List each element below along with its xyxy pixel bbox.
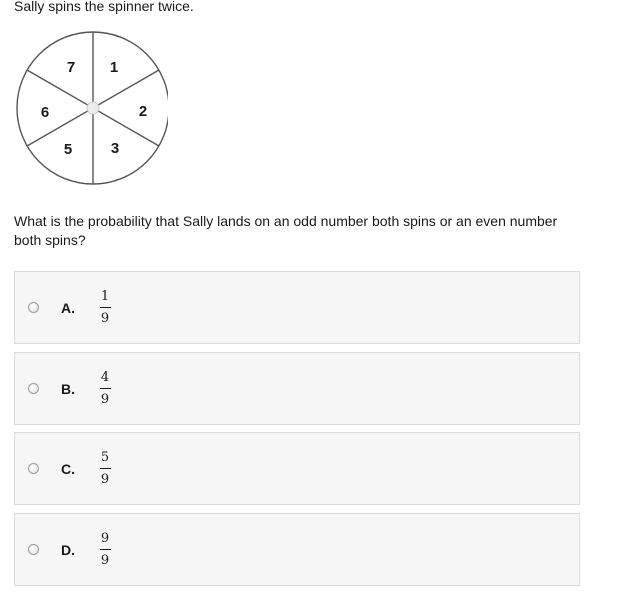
fraction — [99, 531, 111, 569]
fraction-denominator: 9 — [100, 391, 110, 407]
fraction-bar — [100, 388, 111, 389]
fraction-numerator: 1 — [100, 288, 110, 304]
spinner-section-1: 1 — [109, 59, 119, 76]
spinner-section-7: 7 — [66, 59, 76, 76]
spinner-section-3: 3 — [110, 140, 120, 157]
spinner-hub — [87, 102, 99, 114]
choice-letter: D. — [61, 541, 75, 558]
fraction-denominator: 9 — [100, 310, 110, 326]
choice-letter: C. — [61, 460, 75, 477]
fraction-numerator: 4 — [100, 369, 110, 385]
radio-button[interactable] — [28, 383, 39, 394]
choice-d[interactable] — [14, 513, 580, 586]
problem-intro: Sally spins the spinner twice. — [14, 0, 194, 14]
fraction — [99, 289, 111, 327]
radio-button[interactable] — [28, 544, 39, 555]
fraction — [99, 370, 111, 408]
fraction-numerator: 9 — [100, 530, 110, 546]
fraction-denominator: 9 — [100, 471, 110, 487]
spinner-diagram — [14, 30, 168, 188]
spinner-section-2: 2 — [138, 103, 148, 120]
spinner-section-5: 5 — [63, 141, 73, 158]
fraction-numerator: 5 — [100, 449, 110, 465]
fraction — [99, 450, 111, 488]
radio-button[interactable] — [28, 302, 39, 313]
choice-b[interactable] — [14, 352, 580, 425]
choice-a[interactable] — [14, 271, 580, 344]
fraction-bar — [100, 468, 111, 469]
spinner-section-6: 6 — [40, 104, 50, 121]
radio-button[interactable] — [28, 463, 39, 474]
choice-c[interactable] — [14, 432, 580, 505]
fraction-bar — [100, 549, 111, 550]
question-text: What is the probability that Sally lands on an odd number both spins or an even number both spins? — [14, 213, 558, 248]
fraction-bar — [100, 307, 111, 308]
fraction-denominator: 9 — [100, 552, 110, 568]
choice-letter: A. — [61, 299, 75, 316]
choice-letter: B. — [61, 380, 75, 397]
